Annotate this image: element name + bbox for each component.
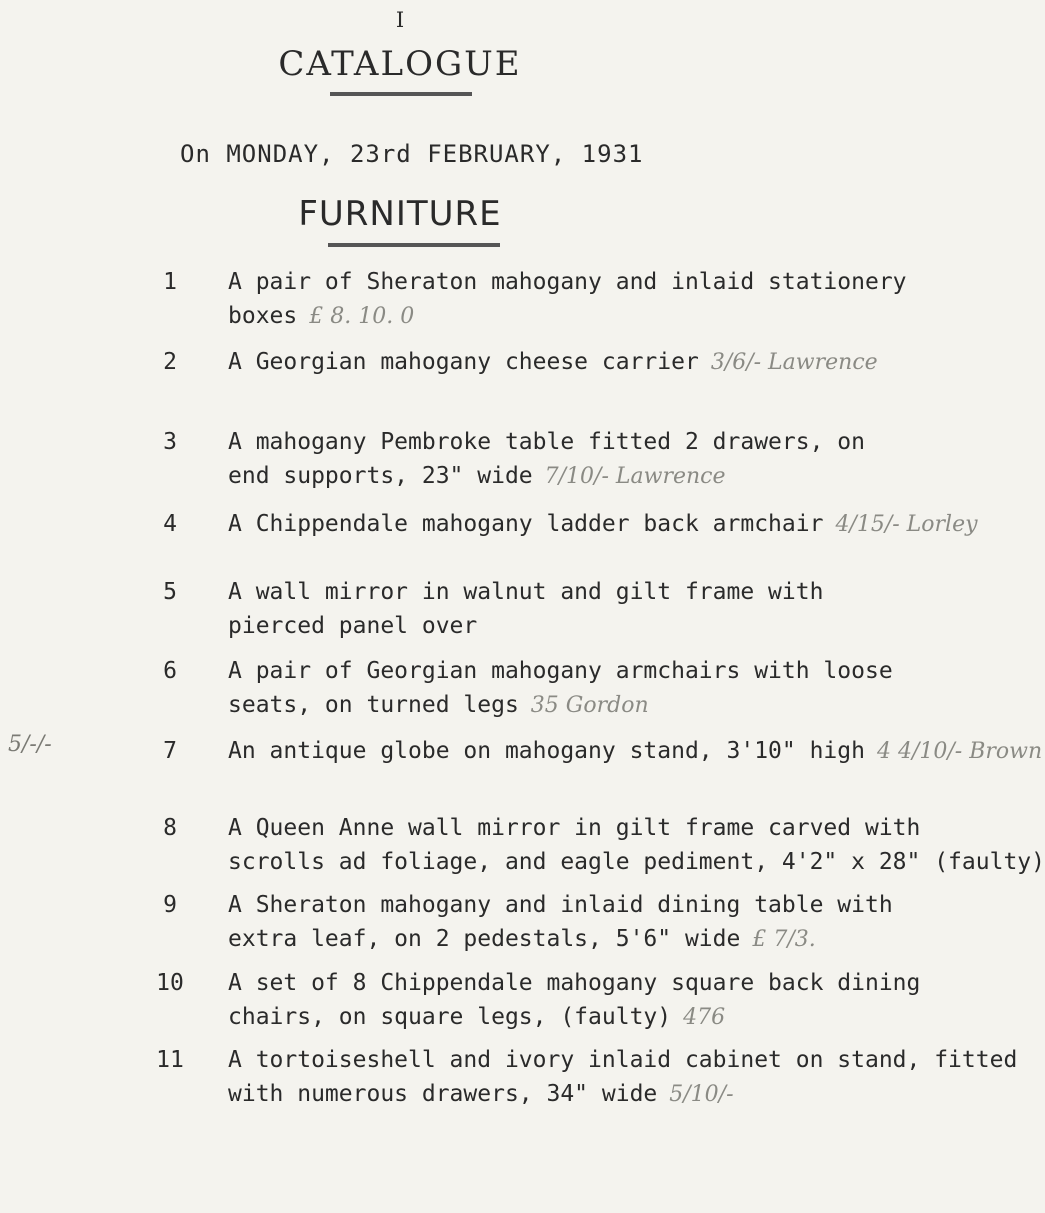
lot-description: A pair of Sheraton mahogany and inlaid stationery (228, 269, 907, 295)
lot-description: scrolls ad foliage, and eagle pediment, 4'2" x 28" (faulty) (228, 849, 1045, 875)
section-title: FURNITURE (298, 194, 502, 234)
lot-description: An antique globe on mahogany stand, 3'10" high 4 4/10/- Brown (228, 738, 1043, 764)
lot-description: seats, on turned legs 35 Gordon (228, 692, 649, 718)
lot-number: 9 (163, 892, 177, 918)
lot-number: 1 (163, 269, 177, 295)
lot-description: A mahogany Pembroke table fitted 2 drawers, on (228, 429, 865, 455)
lot-description: A tortoiseshell and ivory inlaid cabinet on stand, fitted (228, 1047, 1018, 1073)
lot-number: 8 (163, 815, 177, 841)
handwritten-price-note: 4 4/10/- Brown (876, 739, 1043, 764)
handwritten-price-note: £ 7/3. (752, 927, 816, 952)
lot-description: end supports, 23" wide 7/10/- Lawrence (228, 463, 726, 489)
handwritten-price-note: 5/10/- (669, 1082, 734, 1107)
handwritten-margin-note: 5/-/- (8, 732, 52, 757)
lot-number: 4 (163, 511, 177, 537)
lot-number: 5 (163, 579, 177, 605)
lot-number: 7 (163, 738, 177, 764)
lot-number: 3 (163, 429, 177, 455)
sale-date: On MONDAY, 23rd FEBRUARY, 1931 (180, 140, 644, 168)
lot-number: 10 (156, 970, 184, 996)
handwritten-price-note: 3/6/- Lawrence (710, 350, 878, 375)
lot-description: boxes £ 8. 10. 0 (228, 303, 415, 329)
lot-description: A Queen Anne wall mirror in gilt frame carved with (228, 815, 921, 841)
catalogue-title: CATALOGUE (278, 44, 522, 84)
handwritten-price-note: 7/10/- Lawrence (544, 464, 726, 489)
handwritten-price-note: 4/15/- Lorley (835, 512, 978, 537)
lot-description: A Georgian mahogany cheese carrier 3/6/- Lawrence (228, 349, 878, 375)
lot-description: A Sheraton mahogany and inlaid dining table with (228, 892, 893, 918)
lot-number: 2 (163, 349, 177, 375)
lot-description: A pair of Georgian mahogany armchairs with loose (228, 658, 893, 684)
lot-description: A Chippendale mahogany ladder back armchair 4/15/- Lorley (228, 511, 978, 537)
title-divider (330, 92, 472, 96)
lot-description: extra leaf, on 2 pedestals, 5'6" wide £ 7/3. (228, 926, 816, 952)
lot-description: with numerous drawers, 34" wide 5/10/- (228, 1081, 734, 1107)
page-number: I (395, 8, 405, 32)
lot-description: pierced panel over (228, 613, 478, 639)
handwritten-price-note: 35 Gordon (530, 693, 649, 718)
lot-description: chairs, on square legs, (faulty) 476 (228, 1004, 726, 1030)
section-divider (328, 243, 500, 247)
lot-description: A wall mirror in walnut and gilt frame with (228, 579, 824, 605)
handwritten-price-note: 476 (683, 1005, 726, 1030)
lot-number: 11 (156, 1047, 184, 1073)
lot-number: 6 (163, 658, 177, 684)
handwritten-price-note: £ 8. 10. 0 (309, 304, 415, 329)
lot-description: A set of 8 Chippendale mahogany square back dining (228, 970, 921, 996)
